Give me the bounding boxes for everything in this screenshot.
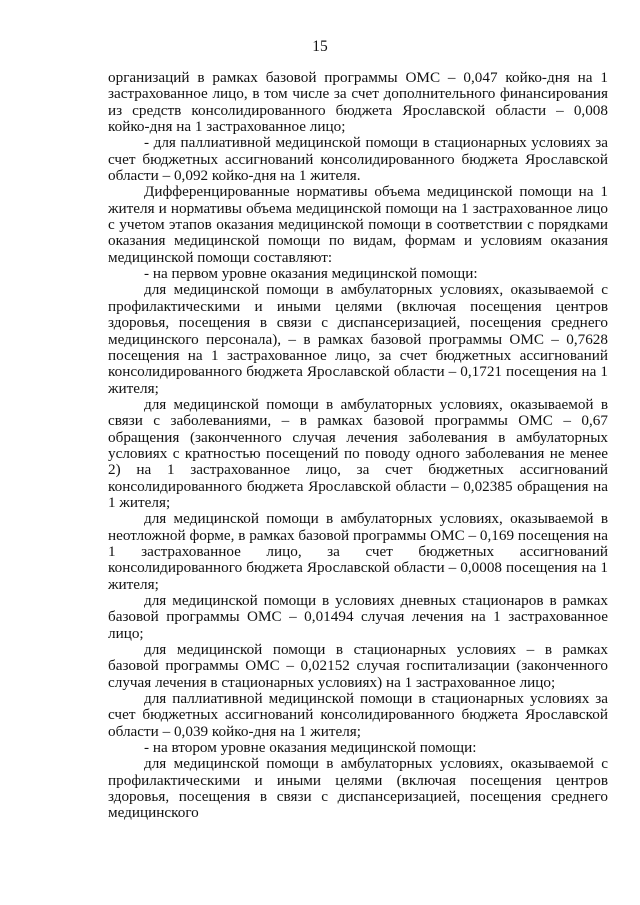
paragraph: - для паллиативной медицинской помощи в стационарных условиях за счет бюджетных ассигнований консолидированного бюджета Ярославской области – 0,092 койко-дня на 1 жителя. — [108, 134, 608, 185]
paragraph: для медицинской помощи в амбулаторных условиях, оказываемой с профилактическими и иными целями (включая посещения центров здоровья, посещения в связи с диспансеризацией, посещения среднего медицинского персонала), – в рамках базовой программы ОМС – 0,7628 посещения на 1 застрахованное лицо, за счет бюджетных ассигнований консолидированного бюджета Ярославской области – 0,1721 посещения на 1 жителя; — [108, 281, 608, 397]
paragraph: для медицинской помощи в условиях дневных стационаров в рамках базовой программы ОМС – 0,01494 случая лечения на 1 застрахованное лицо; — [108, 592, 608, 642]
paragraph: - на первом уровне оказания медицинской помощи: — [144, 265, 478, 283]
paragraph: для медицинской помощи в амбулаторных условиях, оказываемой с профилактическими и иными целями (включая посещения центров здоровья, посещения в связи с диспансеризацией, посещения среднего медицинского — [108, 755, 608, 822]
paragraph: для медицинской помощи в амбулаторных условиях, оказываемой в неотложной форме, в рамках базовой программы ОМС – 0,169 посещения на 1 застрахованное лицо, за счет бюджетных ассигнований консолидированного бюджета Ярославской области – 0,0008 посещения на 1 жителя; — [108, 510, 608, 593]
paragraph: организаций в рамках базовой программы ОМС – 0,047 койко-дня на 1 застрахованное лицо, в том числе за счет дополнительного финансирования из средств консолидированного бюджета Ярославской области – 0,008 койко-дня на 1 застрахованное лицо; — [108, 69, 608, 136]
document-body — [108, 70, 608, 822]
paragraph: Дифференцированные нормативы объема медицинской помощи на 1 жителя и нормативы объема медицинской помощи на 1 застрахованное лицо с учетом этапов оказания медицинской помощи в соответствии с порядками оказания медицинской помощи по видам, формам и условиям оказания медицинской помощи составляют: — [108, 183, 608, 266]
page-number: 15 — [312, 38, 328, 55]
paragraph: - на втором уровне оказания медицинской помощи: — [144, 739, 477, 757]
paragraph: для медицинской помощи в амбулаторных условиях, оказываемой в связи с заболеваниями, – в рамках базовой программы ОМС – 0,67 обращения (законченного случая лечения заболевания в амбулаторных условиях с кратностью посещений по поводу одного заболевания не менее 2) на 1 застрахованное лицо, за счет бюджетных ассигнований консолидированного бюджета Ярославской области – 0,02385 обращения на 1 жителя; — [108, 395, 608, 511]
paragraph: для паллиативной медицинской помощи в стационарных условиях за счет бюджетных ассигнований консолидированного бюджета Ярославской области – 0,039 койко-дня на 1 жителя; — [108, 690, 608, 740]
paragraph: для медицинской помощи в стационарных условиях – в рамках базовой программы ОМС – 0,02152 случая госпитализации (законченного случая лечения в стационарных условиях) на 1 застрахованное лицо; — [108, 641, 608, 691]
